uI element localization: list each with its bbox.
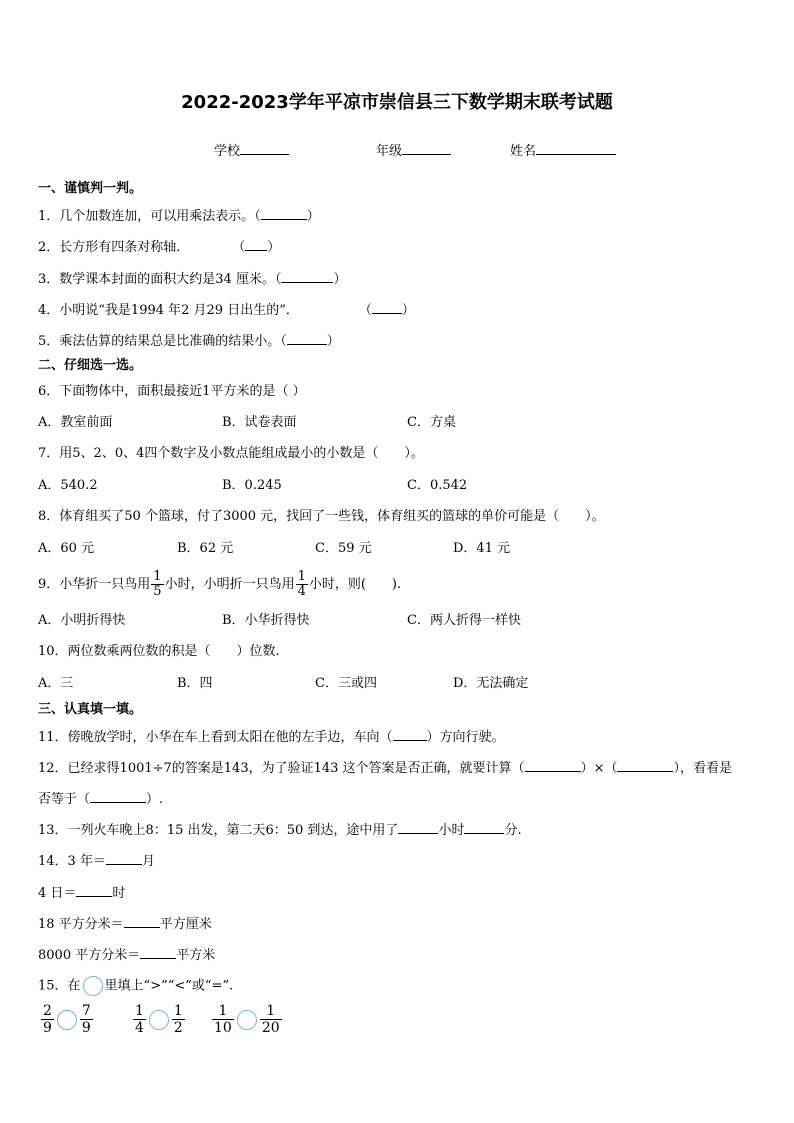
question-8-option-c[interactable]: C．59 元 xyxy=(315,541,372,556)
school-label: 学校 xyxy=(214,144,241,159)
question-14-unit-3: 平方厘米 xyxy=(159,917,212,932)
answer-blank-5[interactable] xyxy=(287,331,327,345)
question-8-option-b[interactable]: B．62 元 xyxy=(177,541,234,556)
question-2-text: 2．长方形有四条对称轴． xyxy=(38,240,190,255)
answer-blank-13b[interactable] xyxy=(464,820,504,834)
answer-blank-14b[interactable] xyxy=(76,883,112,897)
answer-blank-14d[interactable] xyxy=(140,945,176,959)
question-8-option-a[interactable]: A．60 元 xyxy=(38,541,95,556)
question-13 xyxy=(38,820,522,840)
question-7-option-a[interactable]: A．540.2 xyxy=(38,478,98,493)
question-4-text: 4．小明说“我是1994 年2 月29 日出生的”． xyxy=(38,303,299,318)
answer-blank-12b[interactable] xyxy=(617,758,673,772)
question-14-unit-1: 月 xyxy=(141,854,155,869)
question-4 xyxy=(38,300,415,320)
question-13-close: 分. xyxy=(504,823,522,838)
question-14-line-1 xyxy=(38,851,155,871)
question-4-close: ） xyxy=(401,303,415,318)
question-11-close: ）方向行驶。 xyxy=(426,730,505,745)
fraction-one-fourth: $\frac{1}{4}$ xyxy=(297,569,306,599)
section-heading-2: 二、仔细选一选。 xyxy=(38,358,143,373)
compare-item-2: $\frac{1}{4}$ $\frac{1}{2}$ xyxy=(135,1003,183,1036)
grade-field[interactable] xyxy=(376,141,451,161)
question-2-open: （ xyxy=(232,240,246,255)
question-10-option-b[interactable]: B．四 xyxy=(177,676,213,691)
question-9-option-b[interactable]: B．小华折得快 xyxy=(222,613,310,628)
question-12-text: 12．已经求得1001÷7的答案是143，为了验证143 这个答案是否正确，就要计算（ xyxy=(38,761,525,776)
question-14-unit-2: 时 xyxy=(112,886,126,901)
question-10: 10．两位数乘两位数的积是（ ）位数. xyxy=(38,644,280,659)
question-9-option-a[interactable]: A．小明折得快 xyxy=(38,613,126,628)
question-6-option-a[interactable]: A．教室前面 xyxy=(38,415,113,430)
answer-blank-11[interactable] xyxy=(393,727,427,741)
question-12-close-2: ）. xyxy=(146,792,164,807)
question-1-close: ） xyxy=(306,209,320,224)
section-heading-1: 一、谨慎判一判。 xyxy=(38,181,143,196)
question-14-text-2: 4 日＝ xyxy=(38,886,77,901)
question-12 xyxy=(38,758,732,778)
question-9-text-1: 9．小华折一只鸟用 xyxy=(38,577,151,592)
question-12-line-2-text: 否等于（ xyxy=(38,792,91,807)
question-2 xyxy=(38,237,280,257)
answer-blank-4[interactable] xyxy=(372,300,402,314)
grade-blank[interactable] xyxy=(402,141,451,155)
question-5-close: ） xyxy=(326,334,340,349)
question-15-text-2: 里填上“>”“<”或“=”. xyxy=(104,978,234,994)
question-1-text: 1．几个加数连加，可以用乘法表示。（ xyxy=(38,209,261,224)
question-9-option-c[interactable]: C．两人折得一样快 xyxy=(407,613,521,628)
question-10-option-d[interactable]: D．无法确定 xyxy=(453,676,529,691)
compare-circle-1[interactable] xyxy=(57,1010,77,1030)
answer-blank-12c[interactable] xyxy=(90,789,146,803)
name-field[interactable] xyxy=(510,141,616,161)
question-12-close: ），看看是 xyxy=(673,761,732,776)
section-heading-3: 三、认真填一填。 xyxy=(38,702,143,717)
question-3-close: ） xyxy=(333,272,347,287)
question-12-line-2 xyxy=(38,789,163,809)
grade-label: 年级 xyxy=(376,144,403,159)
question-8: 8．体育组买了50 个篮球，付了3000 元，找回了一些钱，体育组买的篮球的单价可能是（ ）。 xyxy=(38,509,605,524)
question-4-open: （ xyxy=(358,303,372,318)
question-14-text-3: 18 平方分米＝ xyxy=(38,917,124,932)
page-title: 2022-2023学年平凉市崇信县三下数学期末联考试题 xyxy=(181,92,613,113)
question-6-option-c[interactable]: C．方桌 xyxy=(407,415,456,430)
question-6-option-b[interactable]: B．试卷表面 xyxy=(222,415,297,430)
question-8-option-d[interactable]: D．41 元 xyxy=(453,541,511,556)
question-12-mid: ）×（ xyxy=(580,761,618,776)
answer-blank-14c[interactable] xyxy=(124,914,160,928)
answer-blank-3[interactable] xyxy=(281,269,333,283)
question-11 xyxy=(38,727,505,747)
question-7-option-b[interactable]: B．0.245 xyxy=(222,478,282,493)
question-15 xyxy=(38,976,233,996)
question-14-line-2 xyxy=(38,883,125,903)
question-7: 7．用5、2、0、4四个数字及小数点能组成最小的小数是（ ）。 xyxy=(38,446,424,461)
question-13-text: 13．一列火车晚上8：15 出发，第二天6：50 到达，途中用了 xyxy=(38,823,399,838)
question-9-text-2: 小时，小明折一只鸟用 xyxy=(164,577,295,592)
question-9 xyxy=(38,567,401,603)
question-13-mid: 小时 xyxy=(438,823,465,838)
question-5 xyxy=(38,331,340,351)
question-9-text-3: 小时，则( ). xyxy=(308,577,402,592)
answer-blank-13a[interactable] xyxy=(398,820,438,834)
question-14-text-4: 8000 平方分米＝ xyxy=(38,948,141,963)
question-5-text: 5．乘法估算的结果总是比准确的结果小。（ xyxy=(38,334,287,349)
compare-circle-2[interactable] xyxy=(149,1010,169,1030)
answer-blank-14a[interactable] xyxy=(106,851,142,865)
question-11-text: 11．傍晚放学时，小华在车上看到太阳在他的左手边，车向（ xyxy=(38,730,393,745)
answer-blank-1[interactable] xyxy=(261,206,307,220)
question-14-text-1: 14．3 年＝ xyxy=(38,854,106,869)
answer-blank-12a[interactable] xyxy=(525,758,581,772)
name-label: 姓名 xyxy=(510,144,537,159)
question-6: 6．下面物体中，面积最接近1平方米的是（ ） xyxy=(38,384,306,399)
school-blank[interactable] xyxy=(240,141,289,155)
question-14-unit-4: 平方米 xyxy=(176,948,216,963)
question-15-text: 15．在 xyxy=(38,978,81,994)
question-14-line-4 xyxy=(38,945,215,965)
question-2-close: ） xyxy=(267,240,281,255)
school-field[interactable] xyxy=(214,141,289,161)
compare-item-1: $\frac{2}{9}$ $\frac{7}{9}$ xyxy=(43,1003,91,1036)
fraction-one-fifth: $\frac{1}{5}$ xyxy=(153,569,162,599)
answer-blank-2[interactable] xyxy=(245,237,267,251)
question-10-option-c[interactable]: C．三或四 xyxy=(315,676,377,691)
question-14-line-3 xyxy=(38,914,212,934)
compare-item-3: $\frac{1}{10}$ $\frac{1}{20}$ xyxy=(214,1003,280,1036)
question-1 xyxy=(38,206,320,226)
name-blank[interactable] xyxy=(536,141,616,155)
circle-icon xyxy=(83,976,103,996)
question-3-text: 3．数学课本封面的面积大约是34 厘米。（ xyxy=(38,272,282,287)
question-7-option-c[interactable]: C．0.542 xyxy=(407,478,468,493)
compare-circle-3[interactable] xyxy=(237,1010,257,1030)
question-3 xyxy=(38,269,346,289)
question-10-option-a[interactable]: A．三 xyxy=(38,676,74,691)
